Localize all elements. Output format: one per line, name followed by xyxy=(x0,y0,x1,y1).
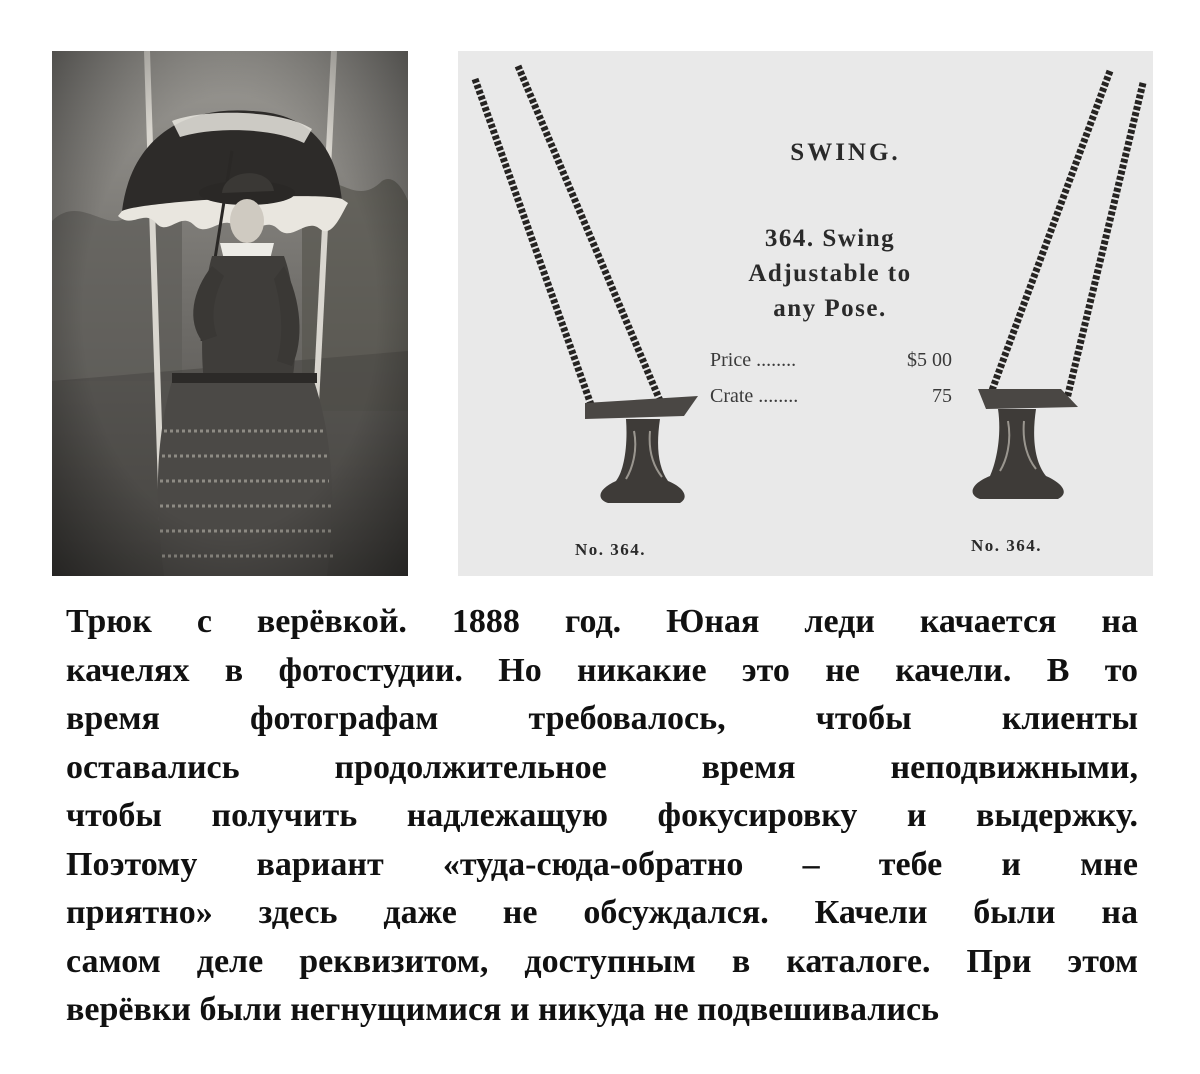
swing-prop-right-rod-inner xyxy=(991,71,1110,393)
caption-line: Поэтому вариант «туда-сюда-обратно – тебе и мне xyxy=(66,845,1138,883)
caption-line: приятно» здесь даже не обсуждался. Качели были на xyxy=(66,894,1138,931)
caption-line: верёвки были негнущимися и никуда не подвешивались xyxy=(66,991,940,1028)
item-number-right: No. 364. xyxy=(971,536,1043,555)
vintage-photo-lady-on-swing xyxy=(52,51,408,576)
price-label: Price ........ xyxy=(710,349,797,371)
catalog-title: SWING. xyxy=(790,139,901,166)
crate-label: Crate ........ xyxy=(710,385,799,407)
item-number-left: No. 364. xyxy=(575,540,647,559)
catalog-crate-row xyxy=(710,385,952,408)
swing-prop-left-rod-outer xyxy=(475,79,594,413)
catalog-description-line: Adjustable to xyxy=(748,260,912,287)
catalog-description-line: any Pose. xyxy=(773,295,887,322)
caption-line: самом деле реквизитом, доступным в каталоге. При этом xyxy=(66,942,1138,980)
swing-prop-left-stump-base xyxy=(600,419,684,503)
swing-prop-right-stump-base xyxy=(973,409,1064,499)
caption-line: время фотографам требовалось, чтобы клиенты xyxy=(66,700,1138,737)
caption-line: Трюк с верёвкой. 1888 год. Юная леди качается на xyxy=(66,603,1138,640)
caption-line: качелях в фотостудии. Но никакие это не качели. В то xyxy=(66,651,1138,689)
swing-prop-right-rod-outer xyxy=(1066,83,1143,403)
swing-prop-right-seat xyxy=(978,389,1078,409)
photo-illustration xyxy=(52,51,408,576)
swing-prop-right xyxy=(973,71,1143,499)
catalog-page-swing-364 xyxy=(458,51,1153,576)
swing-prop-left-rod-inner xyxy=(518,66,661,403)
price-value: $5 00 xyxy=(907,349,952,371)
catalog-description xyxy=(680,221,980,326)
swing-prop-left-seat xyxy=(585,396,698,419)
catalog-price-row xyxy=(710,349,952,372)
catalog-description-line: 364. Swing xyxy=(764,225,896,252)
swing-prop-left xyxy=(475,66,698,503)
crate-value: 75 xyxy=(932,385,952,407)
caption-line: чтобы получить надлежащую фокусировку и выдержку. xyxy=(66,797,1138,834)
caption-line: оставались продолжительное время неподвижными, xyxy=(66,748,1138,786)
photo-vignette xyxy=(52,51,408,576)
caption-text xyxy=(66,598,1138,1035)
